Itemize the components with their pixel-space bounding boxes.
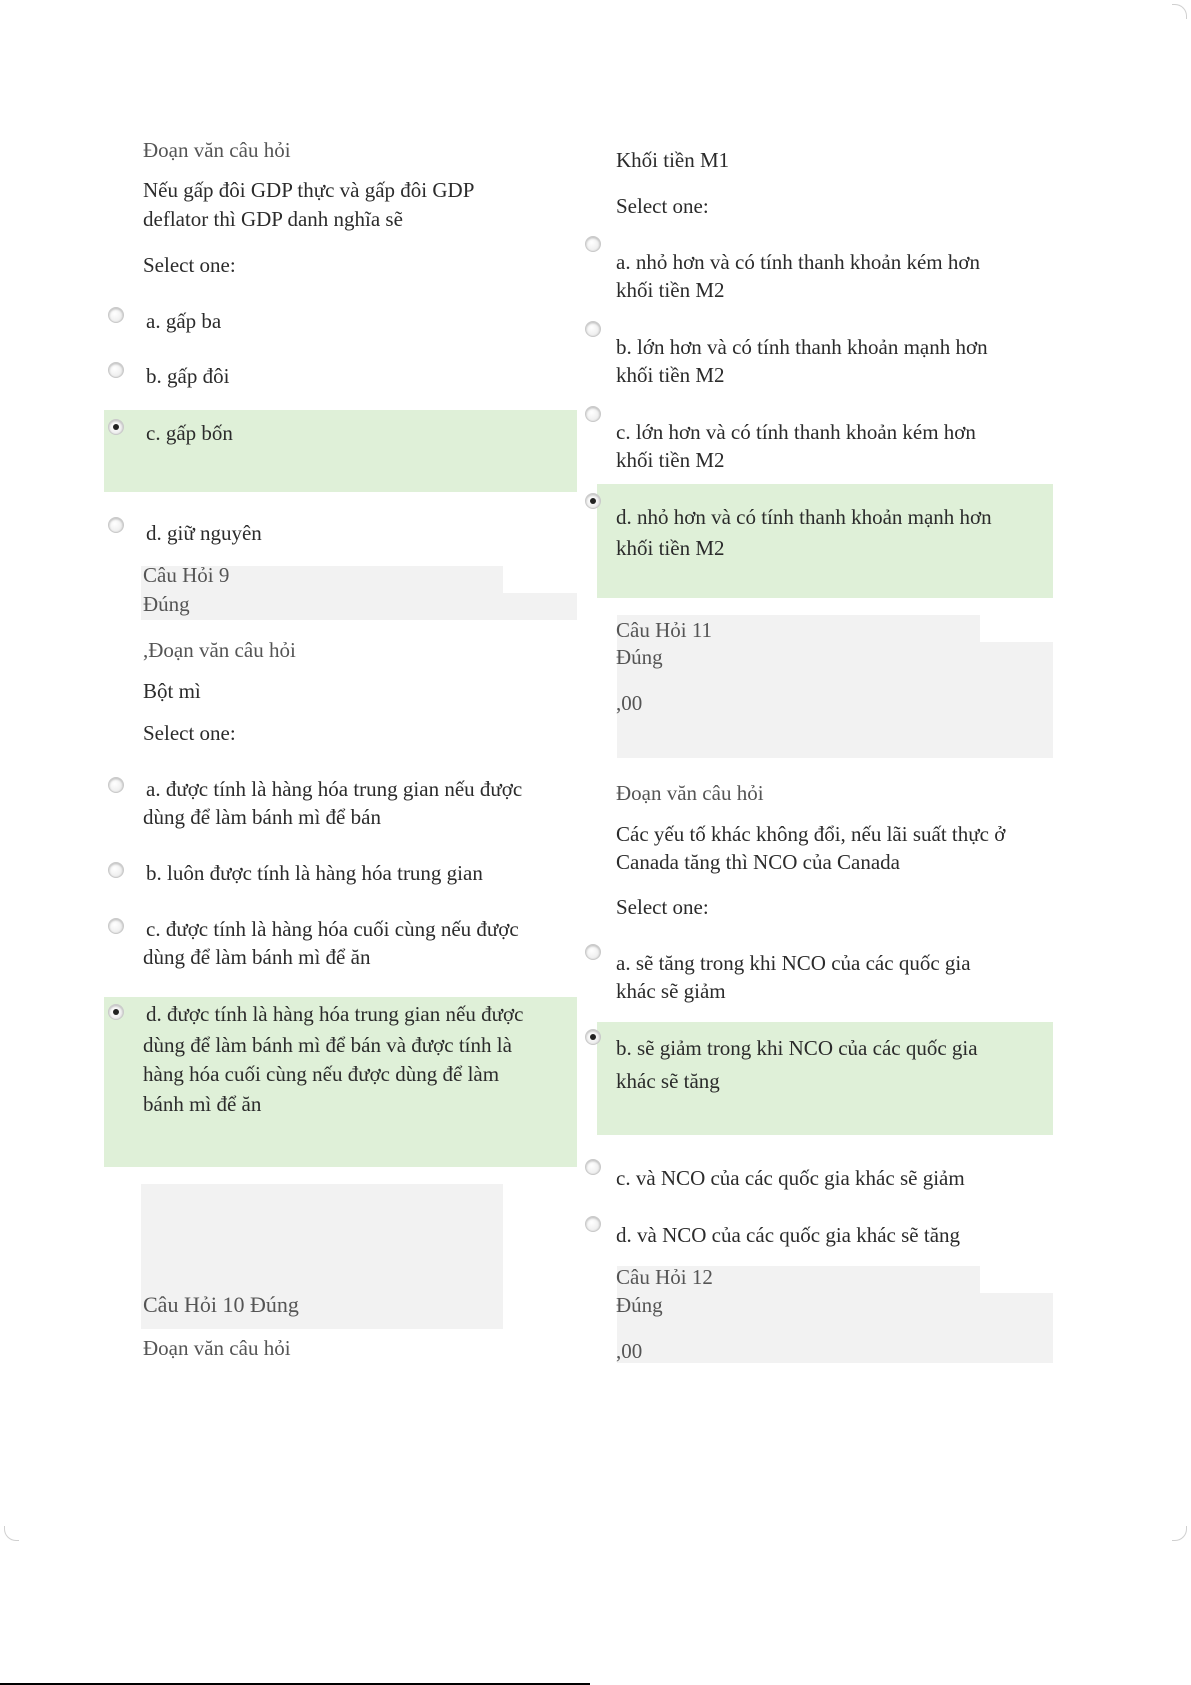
q11-option-a-radio[interactable] — [585, 944, 601, 960]
q11-option-b-radio[interactable] — [585, 1029, 601, 1045]
q9-status: Đúng — [143, 592, 190, 616]
q10-option-d-label-line-2[interactable]: khối tiền M2 — [616, 536, 725, 560]
q11-passage-label: Đoạn văn câu hỏi — [616, 781, 764, 805]
q9-option-b-radio[interactable] — [108, 862, 124, 878]
q11-option-d-radio[interactable] — [585, 1216, 601, 1232]
q8-option-d-radio[interactable] — [108, 517, 124, 533]
q10-option-b-label-line-2[interactable]: khối tiền M2 — [616, 363, 725, 387]
q9-option-d-label-line-2[interactable]: dùng để làm bánh mì để bán và được tính là — [143, 1033, 512, 1057]
q11-select-prompt: Select one: — [616, 895, 709, 919]
q11-option-a-label-line-2[interactable]: khác sẽ giảm — [616, 979, 726, 1003]
corner-mark-bottom-right — [1172, 1526, 1187, 1541]
q11-score: ,00 — [616, 691, 643, 715]
q12-header: Câu Hỏi 12 — [616, 1265, 713, 1289]
q9-option-c-label-line-2[interactable]: dùng để làm bánh mì để ăn — [143, 945, 371, 969]
q11-option-c-radio[interactable] — [585, 1159, 601, 1175]
q8-option-c-label[interactable]: c. gấp bốn — [146, 421, 233, 445]
q10-option-a-label-line-1[interactable]: a. nhỏ hơn và có tính thanh khoản kém hơn — [616, 250, 980, 274]
q10-option-a-radio[interactable] — [585, 236, 601, 252]
q12-info-box-bottom — [617, 1293, 1053, 1363]
q9-option-a-radio[interactable] — [108, 777, 124, 793]
q10-option-b-label-line-1[interactable]: b. lớn hơn và có tính thanh khoản mạnh hơn — [616, 335, 988, 359]
q11-option-d-label-line-1[interactable]: d. và NCO của các quốc gia khác sẽ tăng — [616, 1223, 961, 1247]
q12-status: Đúng — [616, 1293, 663, 1317]
q8-question-line-1: Nếu gấp đôi GDP thực và gấp đôi GDP — [143, 178, 475, 202]
q9-header: Câu Hỏi 9 — [143, 563, 230, 587]
q10-passage-label: Đoạn văn câu hỏi — [143, 1336, 291, 1360]
q11-header: Câu Hỏi 11 — [616, 618, 713, 642]
q11-option-b-label-line-2[interactable]: khác sẽ tăng — [616, 1069, 720, 1093]
q11-status: Đúng — [616, 645, 663, 669]
q8-option-d-label[interactable]: d. giữ nguyên — [146, 521, 262, 545]
q10-select-prompt: Select one: — [616, 194, 709, 218]
q8-question-line-2: deflator thì GDP danh nghĩa sẽ — [143, 207, 403, 231]
q10-question: Khối tiền M1 — [616, 148, 730, 172]
q9-option-a-label-line-1[interactable]: a. được tính là hàng hóa trung gian nếu được — [146, 777, 523, 801]
q10-option-a-label-line-2[interactable]: khối tiền M2 — [616, 278, 725, 302]
q12-score: ,00 — [616, 1339, 643, 1363]
corner-mark-top-right — [1172, 4, 1187, 19]
q9-passage-label: ,Đoạn văn câu hỏi — [143, 638, 296, 662]
q11-option-a-label-line-1[interactable]: a. sẽ tăng trong khi NCO của các quốc gia — [616, 951, 971, 975]
q9-option-b-label-line-1[interactable]: b. luôn được tính là hàng hóa trung gian — [146, 861, 483, 885]
q10-option-c-radio[interactable] — [585, 406, 601, 422]
q8-select-prompt: Select one: — [143, 253, 236, 277]
q11-option-b-label-line-1[interactable]: b. sẽ giảm trong khi NCO của các quốc gia — [616, 1036, 978, 1060]
q9-option-c-radio[interactable] — [108, 918, 124, 934]
q8-option-b-label[interactable]: b. gấp đôi — [146, 364, 230, 388]
q10-header: Câu Hỏi 10 Đúng — [143, 1292, 299, 1317]
q8-option-a-radio[interactable] — [108, 307, 124, 323]
q8-passage-label: Đoạn văn câu hỏi — [143, 138, 291, 162]
q10-option-c-label-line-2[interactable]: khối tiền M2 — [616, 448, 725, 472]
q9-option-a-label-line-2[interactable]: dùng để làm bánh mì để bán — [143, 805, 381, 829]
q9-option-d-label-line-4[interactable]: bánh mì để ăn — [143, 1092, 262, 1116]
q11-option-c-label-line-1[interactable]: c. và NCO của các quốc gia khác sẽ giảm — [616, 1166, 965, 1190]
q10-option-d-radio[interactable] — [585, 493, 601, 509]
q9-option-d-label-line-3[interactable]: hàng hóa cuối cùng nếu được dùng để làm — [143, 1062, 500, 1086]
q11-question-line-2: Canada tăng thì NCO của Canada — [616, 850, 900, 874]
q10-option-b-radio[interactable] — [585, 321, 601, 337]
q9-info-box-bottom — [141, 593, 577, 620]
q9-select-prompt: Select one: — [143, 721, 236, 745]
corner-mark-bottom-left — [4, 1526, 19, 1541]
q9-option-d-radio[interactable] — [108, 1004, 124, 1020]
q9-option-c-label-line-1[interactable]: c. được tính là hàng hóa cuối cùng nếu được — [146, 917, 519, 941]
q10-option-c-label-line-1[interactable]: c. lớn hơn và có tính thanh khoản kém hơn — [616, 420, 976, 444]
q8-option-a-label[interactable]: a. gấp ba — [146, 309, 222, 333]
q8-option-c-radio[interactable] — [108, 419, 124, 435]
q10-option-d-label-line-1[interactable]: d. nhỏ hơn và có tính thanh khoản mạnh hơn — [616, 505, 992, 529]
q9-option-d-label-line-1[interactable]: d. được tính là hàng hóa trung gian nếu được — [146, 1002, 524, 1026]
q8-option-b-radio[interactable] — [108, 362, 124, 378]
q11-info-box-bottom — [617, 642, 1053, 758]
q11-question-line-1: Các yếu tố khác không đổi, nếu lãi suất thực ở — [616, 822, 1006, 846]
q9-question: Bột mì — [143, 679, 201, 703]
